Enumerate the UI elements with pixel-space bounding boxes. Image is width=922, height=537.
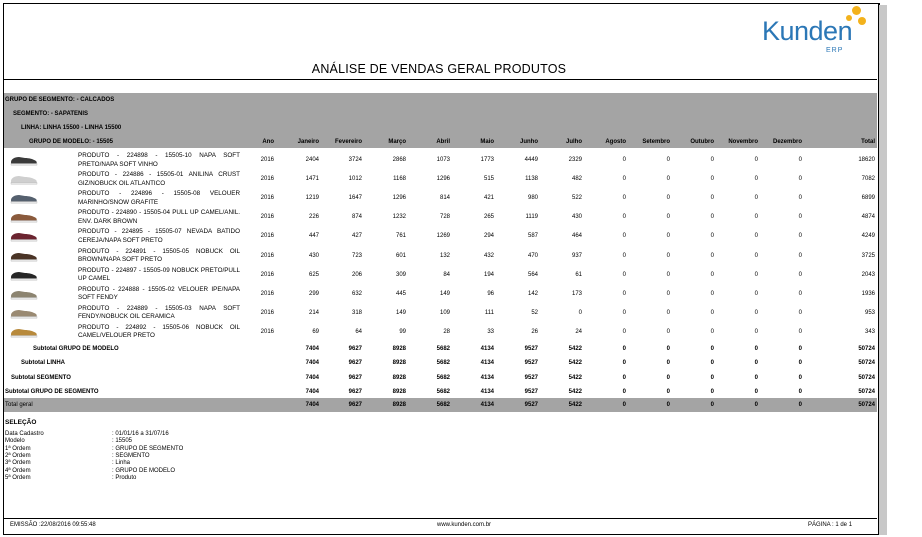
table-cell: 0	[754, 252, 758, 259]
line-band	[4, 122, 877, 136]
subtotal-cell: 9627	[348, 346, 362, 352]
table-cell: 0	[710, 195, 714, 202]
page-number: PÁGINA : 1 de 1	[808, 522, 853, 528]
table-cell: 0	[622, 252, 626, 259]
table-cell: 430	[308, 252, 319, 259]
table-cell: 2329	[568, 157, 582, 163]
table-cell: 2016	[260, 328, 274, 335]
table-cell: 26	[531, 328, 538, 335]
column-header: Março	[388, 139, 406, 145]
table-cell: 0	[666, 252, 670, 259]
table-cell: 0	[710, 271, 714, 278]
table-cell: 28	[443, 328, 450, 335]
column-header: Julho	[566, 139, 582, 145]
total-cell: 9527	[524, 402, 538, 408]
table-cell: 2016	[260, 195, 274, 202]
total-cell: 4134	[480, 402, 494, 408]
table-cell: 0	[754, 157, 758, 163]
table-cell: 0	[622, 176, 626, 183]
product-description: PRODUTO - 224896 - 15505-08 VELOUER MARINHO/SNOW GRAFITE	[78, 190, 240, 206]
brand-sub: ERP	[826, 47, 844, 54]
subtotal-cell: 0	[622, 389, 626, 395]
table-cell: 2016	[260, 176, 274, 183]
shoe-thumbnail-icon	[9, 192, 39, 204]
subtotal-cell: 9627	[348, 389, 362, 395]
subtotal-cell: 8928	[392, 360, 406, 366]
total-cell: 0	[710, 402, 714, 408]
table-cell: 2016	[260, 233, 274, 240]
subtotal-cell: 9627	[348, 375, 362, 381]
table-cell: 470	[527, 252, 538, 259]
table-cell: 430	[571, 214, 582, 221]
subtotal-cell: 4134	[480, 375, 494, 381]
table-cell: 432	[483, 252, 494, 259]
table-cell: 0	[666, 290, 670, 297]
table-cell: 445	[395, 290, 406, 297]
subtotal-cell: 7404	[305, 360, 319, 366]
total-cell: 50724	[858, 402, 875, 408]
column-header: Janeiro	[297, 139, 319, 145]
selection-key: Modelo	[5, 438, 25, 445]
product-description: PRODUTO - 224898 - 15505-10 NAPA SOFT PRETO/NAPA SOFT VINHO	[78, 152, 240, 168]
subtotal-cell: 0	[798, 360, 802, 366]
table-cell: 1138	[525, 176, 538, 183]
product-description: PRODUTO - 224889 - 15505-03 NAPA SOFT FENDY/NOBUCK OIL CERAMICA	[78, 304, 240, 321]
table-cell: 447	[308, 233, 319, 240]
table-cell: 1119	[525, 214, 538, 221]
subtotal-cell: 0	[622, 360, 626, 366]
subtotal-cell: 5422	[568, 375, 582, 381]
table-cell: 0	[622, 214, 626, 221]
product-description: PRODUTO - 224895 - 15505-07 NEVADA BATIDO CEREJA/NAPA SOFT PRETO	[78, 228, 240, 244]
table-cell: 6899	[861, 195, 875, 202]
table-cell: 0	[754, 176, 758, 183]
table-cell: 84	[443, 271, 450, 278]
subtotal-cell: 8928	[392, 389, 406, 395]
brand-name: Kunden	[762, 16, 853, 46]
segment-group-band	[4, 93, 877, 108]
website: www.kunden.com.br	[437, 522, 492, 528]
table-cell: 18620	[858, 157, 875, 163]
table-cell: 0	[578, 309, 582, 316]
table-cell: 0	[754, 309, 758, 316]
table-cell: 0	[666, 214, 670, 221]
emission-date: EMISSÃO :22/08/2016 09:55:48	[10, 522, 96, 528]
shoe-thumbnail-icon	[9, 269, 39, 281]
subtotal-cell: 5682	[436, 389, 450, 395]
table-cell: 0	[666, 233, 670, 240]
total-cell: 7404	[305, 402, 319, 408]
table-cell: 0	[710, 157, 714, 163]
table-cell: 625	[308, 271, 319, 278]
table-cell: 0	[710, 176, 714, 183]
table-cell: 601	[395, 252, 406, 259]
table-cell: 0	[710, 214, 714, 221]
table-cell: 1073	[436, 157, 450, 163]
table-cell: 814	[439, 195, 450, 202]
total-cell: 5682	[436, 402, 450, 408]
table-cell: 0	[622, 271, 626, 278]
table-cell: 206	[351, 271, 362, 278]
table-cell: 0	[710, 233, 714, 240]
table-cell: 0	[798, 252, 802, 259]
column-header: Ano	[262, 139, 274, 145]
subtotal-cell: 9527	[524, 375, 538, 381]
subtotal-label: Subtotal GRUPO DE MODELO	[33, 346, 119, 352]
shoe-thumbnail-icon	[9, 288, 39, 300]
table-cell: 564	[527, 271, 538, 278]
table-cell: 632	[351, 290, 362, 297]
column-header: Abril	[436, 139, 450, 145]
table-cell: 723	[351, 252, 362, 259]
total-cell: 0	[666, 402, 670, 408]
subtotal-cell: 8928	[392, 375, 406, 381]
subtotal-cell: 4134	[480, 389, 494, 395]
product-description: PRODUTO - 224897 - 15505-09 NOBUCK PRETO/PULL UP CAMEL	[78, 266, 240, 283]
table-cell: 3724	[348, 157, 362, 163]
subtotal-cell: 0	[754, 346, 758, 352]
subtotal-cell: 5682	[436, 346, 450, 352]
table-cell: 24	[575, 328, 582, 335]
table-cell: 2016	[260, 157, 274, 163]
product-description: PRODUTO - 224891 - 15505-05 NOBUCK OIL BROWN/NAPA SOFT PRETO	[78, 247, 240, 263]
page-shadow	[879, 5, 887, 535]
product-description: PRODUTO - 224892 - 15505-06 NOBUCK OIL CAMEL/VELOUER PRETO	[78, 323, 240, 340]
table-cell: 1296	[392, 195, 406, 202]
selection-key: 3ª Ordem	[5, 460, 31, 467]
table-cell: 4249	[861, 233, 875, 240]
table-cell: 0	[622, 309, 626, 316]
table-cell: 173	[571, 290, 582, 297]
table-cell: 214	[308, 309, 319, 316]
table-cell: 980	[527, 195, 538, 202]
logo-dot	[858, 17, 866, 25]
total-cell: 5422	[568, 402, 582, 408]
selection-value: : Produto	[112, 474, 137, 481]
table-cell: 64	[355, 328, 362, 335]
table-cell: 7082	[861, 176, 875, 183]
table-cell: 194	[483, 271, 494, 278]
total-label: Total geral	[5, 402, 33, 408]
subtotal-cell: 50724	[858, 375, 875, 381]
selection-value: : Linha	[112, 460, 131, 467]
table-cell: 4874	[861, 214, 875, 221]
column-header: Outubro	[690, 139, 714, 145]
selection-value: : SEGMENTO	[112, 452, 150, 459]
column-header: Agosto	[605, 139, 626, 145]
table-cell: 2043	[861, 271, 875, 278]
table-cell: 132	[439, 252, 450, 259]
table-cell: 0	[622, 195, 626, 202]
subtotal-cell: 9527	[524, 389, 538, 395]
subtotal-cell: 50724	[858, 346, 875, 352]
table-cell: 0	[798, 309, 802, 316]
selection-key: 2ª Ordem	[5, 452, 31, 459]
subtotal-cell: 0	[754, 389, 758, 395]
selection-key: Data Cadastro	[5, 431, 44, 437]
subtotal-cell: 0	[666, 346, 670, 352]
table-cell: 1471	[305, 176, 319, 183]
subtotal-cell: 7404	[305, 346, 319, 352]
selection-value: : 15505	[112, 438, 133, 445]
table-cell: 1269	[436, 233, 450, 240]
selection-key: 1ª Ordem	[5, 445, 31, 452]
table-cell: 2016	[260, 271, 274, 278]
table-cell: 61	[575, 271, 582, 278]
selection-key: 4ª Ordem	[5, 467, 31, 474]
table-cell: 2016	[260, 290, 274, 297]
selection-value: : GRUPO DE MODELO	[112, 467, 176, 474]
model-group-label: GRUPO DE MODELO: - 15505	[29, 139, 114, 145]
table-cell: 226	[308, 214, 319, 221]
table-cell: 0	[622, 157, 626, 163]
shoe-thumbnail-icon	[9, 230, 39, 242]
shoe-thumbnail-icon	[9, 326, 39, 338]
selection-value: : GRUPO DE SEGMENTO	[112, 445, 184, 452]
table-cell: 522	[571, 195, 582, 202]
table-cell: 109	[439, 309, 450, 316]
table-cell: 2016	[260, 309, 274, 316]
subtotal-cell: 4134	[480, 346, 494, 352]
table-cell: 1936	[861, 290, 875, 297]
total-cell: 0	[622, 402, 626, 408]
table-cell: 318	[351, 309, 362, 316]
table-cell: 0	[754, 195, 758, 202]
subtotal-cell: 0	[710, 389, 714, 395]
table-cell: 294	[483, 233, 494, 240]
table-cell: 761	[395, 233, 406, 240]
subtotal-cell: 0	[666, 360, 670, 366]
table-cell: 427	[351, 233, 362, 240]
table-cell: 953	[864, 309, 875, 316]
table-cell: 52	[531, 309, 538, 316]
table-cell: 0	[798, 328, 802, 335]
table-cell: 0	[798, 233, 802, 240]
column-header: Total	[861, 139, 875, 145]
subtotal-cell: 0	[666, 375, 670, 381]
subtotal-cell: 9527	[524, 360, 538, 366]
table-cell: 0	[754, 214, 758, 221]
table-cell: 0	[666, 271, 670, 278]
line-label: LINHA: LINHA 15500 - LINHA 15500	[21, 125, 122, 131]
table-cell: 1773	[480, 157, 494, 163]
logo-dot	[852, 6, 861, 15]
table-cell: 69	[312, 328, 319, 335]
table-cell: 99	[399, 328, 406, 335]
table-cell: 1232	[392, 214, 406, 221]
segment-band	[4, 108, 877, 122]
table-cell: 0	[798, 271, 802, 278]
table-cell: 0	[622, 233, 626, 240]
selection-key: 5ª Ordem	[5, 474, 31, 481]
subtotal-cell: 9527	[524, 346, 538, 352]
brand-logo	[762, 4, 872, 58]
table-cell: 2016	[260, 252, 274, 259]
segment-label: SEGMENTO: - SAPATENIS	[13, 111, 89, 117]
table-cell: 4449	[524, 157, 538, 163]
table-cell: 111	[484, 309, 494, 316]
table-cell: 1219	[305, 195, 319, 202]
footer-divider	[4, 518, 877, 519]
table-cell: 728	[439, 214, 450, 221]
subtotal-cell: 7404	[305, 389, 319, 395]
table-cell: 0	[710, 309, 714, 316]
subtotal-cell: 9627	[348, 360, 362, 366]
table-cell: 464	[571, 233, 582, 240]
table-cell: 1296	[436, 176, 450, 183]
subtotal-cell: 5682	[436, 360, 450, 366]
table-cell: 0	[666, 195, 670, 202]
product-description: PRODUTO - 224888 - 15505-02 VELOUER IPE/NAPA SOFT FENDY	[78, 285, 240, 302]
table-cell: 309	[395, 271, 406, 278]
subtotal-cell: 0	[754, 375, 758, 381]
table-cell: 0	[710, 328, 714, 335]
table-cell: 265	[483, 214, 494, 221]
table-cell: 0	[798, 157, 802, 163]
shoe-thumbnail-icon	[9, 211, 39, 223]
subtotal-cell: 5422	[568, 360, 582, 366]
column-header: Junho	[520, 139, 538, 145]
subtotal-cell: 50724	[858, 360, 875, 366]
selection-value: : 01/01/16 a 31/07/16	[112, 431, 169, 437]
subtotal-cell: 0	[622, 346, 626, 352]
table-cell: 0	[798, 195, 802, 202]
total-cell: 0	[754, 402, 758, 408]
column-header: Maio	[480, 139, 494, 145]
subtotal-cell: 0	[710, 360, 714, 366]
table-cell: 0	[798, 176, 802, 183]
table-cell: 149	[395, 309, 406, 316]
table-cell: 2016	[260, 214, 274, 221]
table-cell: 0	[666, 328, 670, 335]
table-cell: 0	[622, 290, 626, 297]
table-cell: 0	[754, 233, 758, 240]
table-cell: 937	[571, 252, 582, 259]
table-cell: 343	[864, 328, 875, 335]
subtotal-cell: 5682	[436, 375, 450, 381]
column-header: Dezembro	[772, 139, 802, 145]
subtotal-cell: 5422	[568, 346, 582, 352]
column-header: Fevereiro	[334, 139, 362, 145]
subtotal-cell: 5422	[568, 389, 582, 395]
table-cell: 0	[754, 290, 758, 297]
total-cell: 9627	[348, 402, 362, 408]
table-cell: 149	[439, 290, 450, 297]
subtotal-cell: 4134	[480, 360, 494, 366]
product-description: PRODUTO - 224890 - 15505-04 PULL UP CAMEL/ANIL. ENV. DARK BROWN	[78, 209, 240, 225]
table-cell: 0	[798, 290, 802, 297]
table-cell: 587	[527, 233, 538, 240]
subtotal-cell: 0	[798, 375, 802, 381]
table-cell: 482	[571, 176, 582, 183]
table-cell: 874	[351, 214, 362, 221]
subtotal-cell: 0	[622, 375, 626, 381]
table-cell: 0	[754, 271, 758, 278]
table-cell: 0	[666, 157, 670, 163]
product-description: PRODUTO - 224886 - 15505-01 ANILINA CRUST GIZ/NOBUCK OIL ATLANTICO	[78, 171, 240, 187]
table-cell: 142	[527, 290, 538, 297]
subtotal-label: Subtotal GRUPO DE SEGMENTO	[5, 389, 99, 395]
shoe-thumbnail-icon	[9, 154, 39, 166]
subtotal-label: Subtotal SEGMENTO	[11, 375, 71, 381]
column-header: Setembro	[642, 139, 670, 145]
table-cell: 0	[622, 328, 626, 335]
table-cell: 299	[308, 290, 319, 297]
table-cell: 0	[710, 252, 714, 259]
table-cell: 1012	[348, 176, 362, 183]
table-cell: 421	[483, 195, 494, 202]
title-divider	[4, 79, 877, 80]
subtotal-label: Subtotal LINHA	[21, 360, 65, 366]
table-cell: 2404	[305, 157, 319, 163]
subtotal-cell: 0	[710, 375, 714, 381]
column-header: Novembro	[728, 139, 758, 145]
subtotal-cell: 7404	[305, 375, 319, 381]
report-title: ANÁLISE DE VENDAS GERAL PRODUTOS	[311, 62, 567, 76]
table-cell: 0	[798, 214, 802, 221]
table-cell: 515	[483, 176, 494, 183]
subtotal-cell: 0	[754, 360, 758, 366]
shoe-thumbnail-icon	[9, 250, 39, 262]
subtotal-cell: 0	[666, 389, 670, 395]
shoe-thumbnail-icon	[9, 173, 39, 185]
table-cell: 0	[710, 290, 714, 297]
subtotal-cell: 0	[710, 346, 714, 352]
table-cell: 1168	[393, 176, 406, 183]
subtotal-cell: 8928	[392, 346, 406, 352]
subtotal-cell: 0	[798, 346, 802, 352]
selection-title: SELEÇÃO	[5, 419, 37, 426]
table-cell: 0	[666, 309, 670, 316]
total-cell: 0	[798, 402, 802, 408]
table-cell: 0	[754, 328, 758, 335]
total-cell: 8928	[392, 402, 406, 408]
table-cell: 2868	[392, 157, 406, 163]
table-cell: 33	[487, 328, 494, 335]
subtotal-cell: 50724	[858, 389, 875, 395]
table-cell: 1647	[348, 195, 362, 202]
table-cell: 96	[487, 290, 494, 297]
table-cell: 0	[666, 176, 670, 183]
table-cell: 3725	[861, 252, 875, 259]
segment-group-label: GRUPO DE SEGMENTO: - CALCADOS	[5, 97, 115, 103]
shoe-thumbnail-icon	[9, 307, 39, 319]
subtotal-cell: 0	[798, 389, 802, 395]
